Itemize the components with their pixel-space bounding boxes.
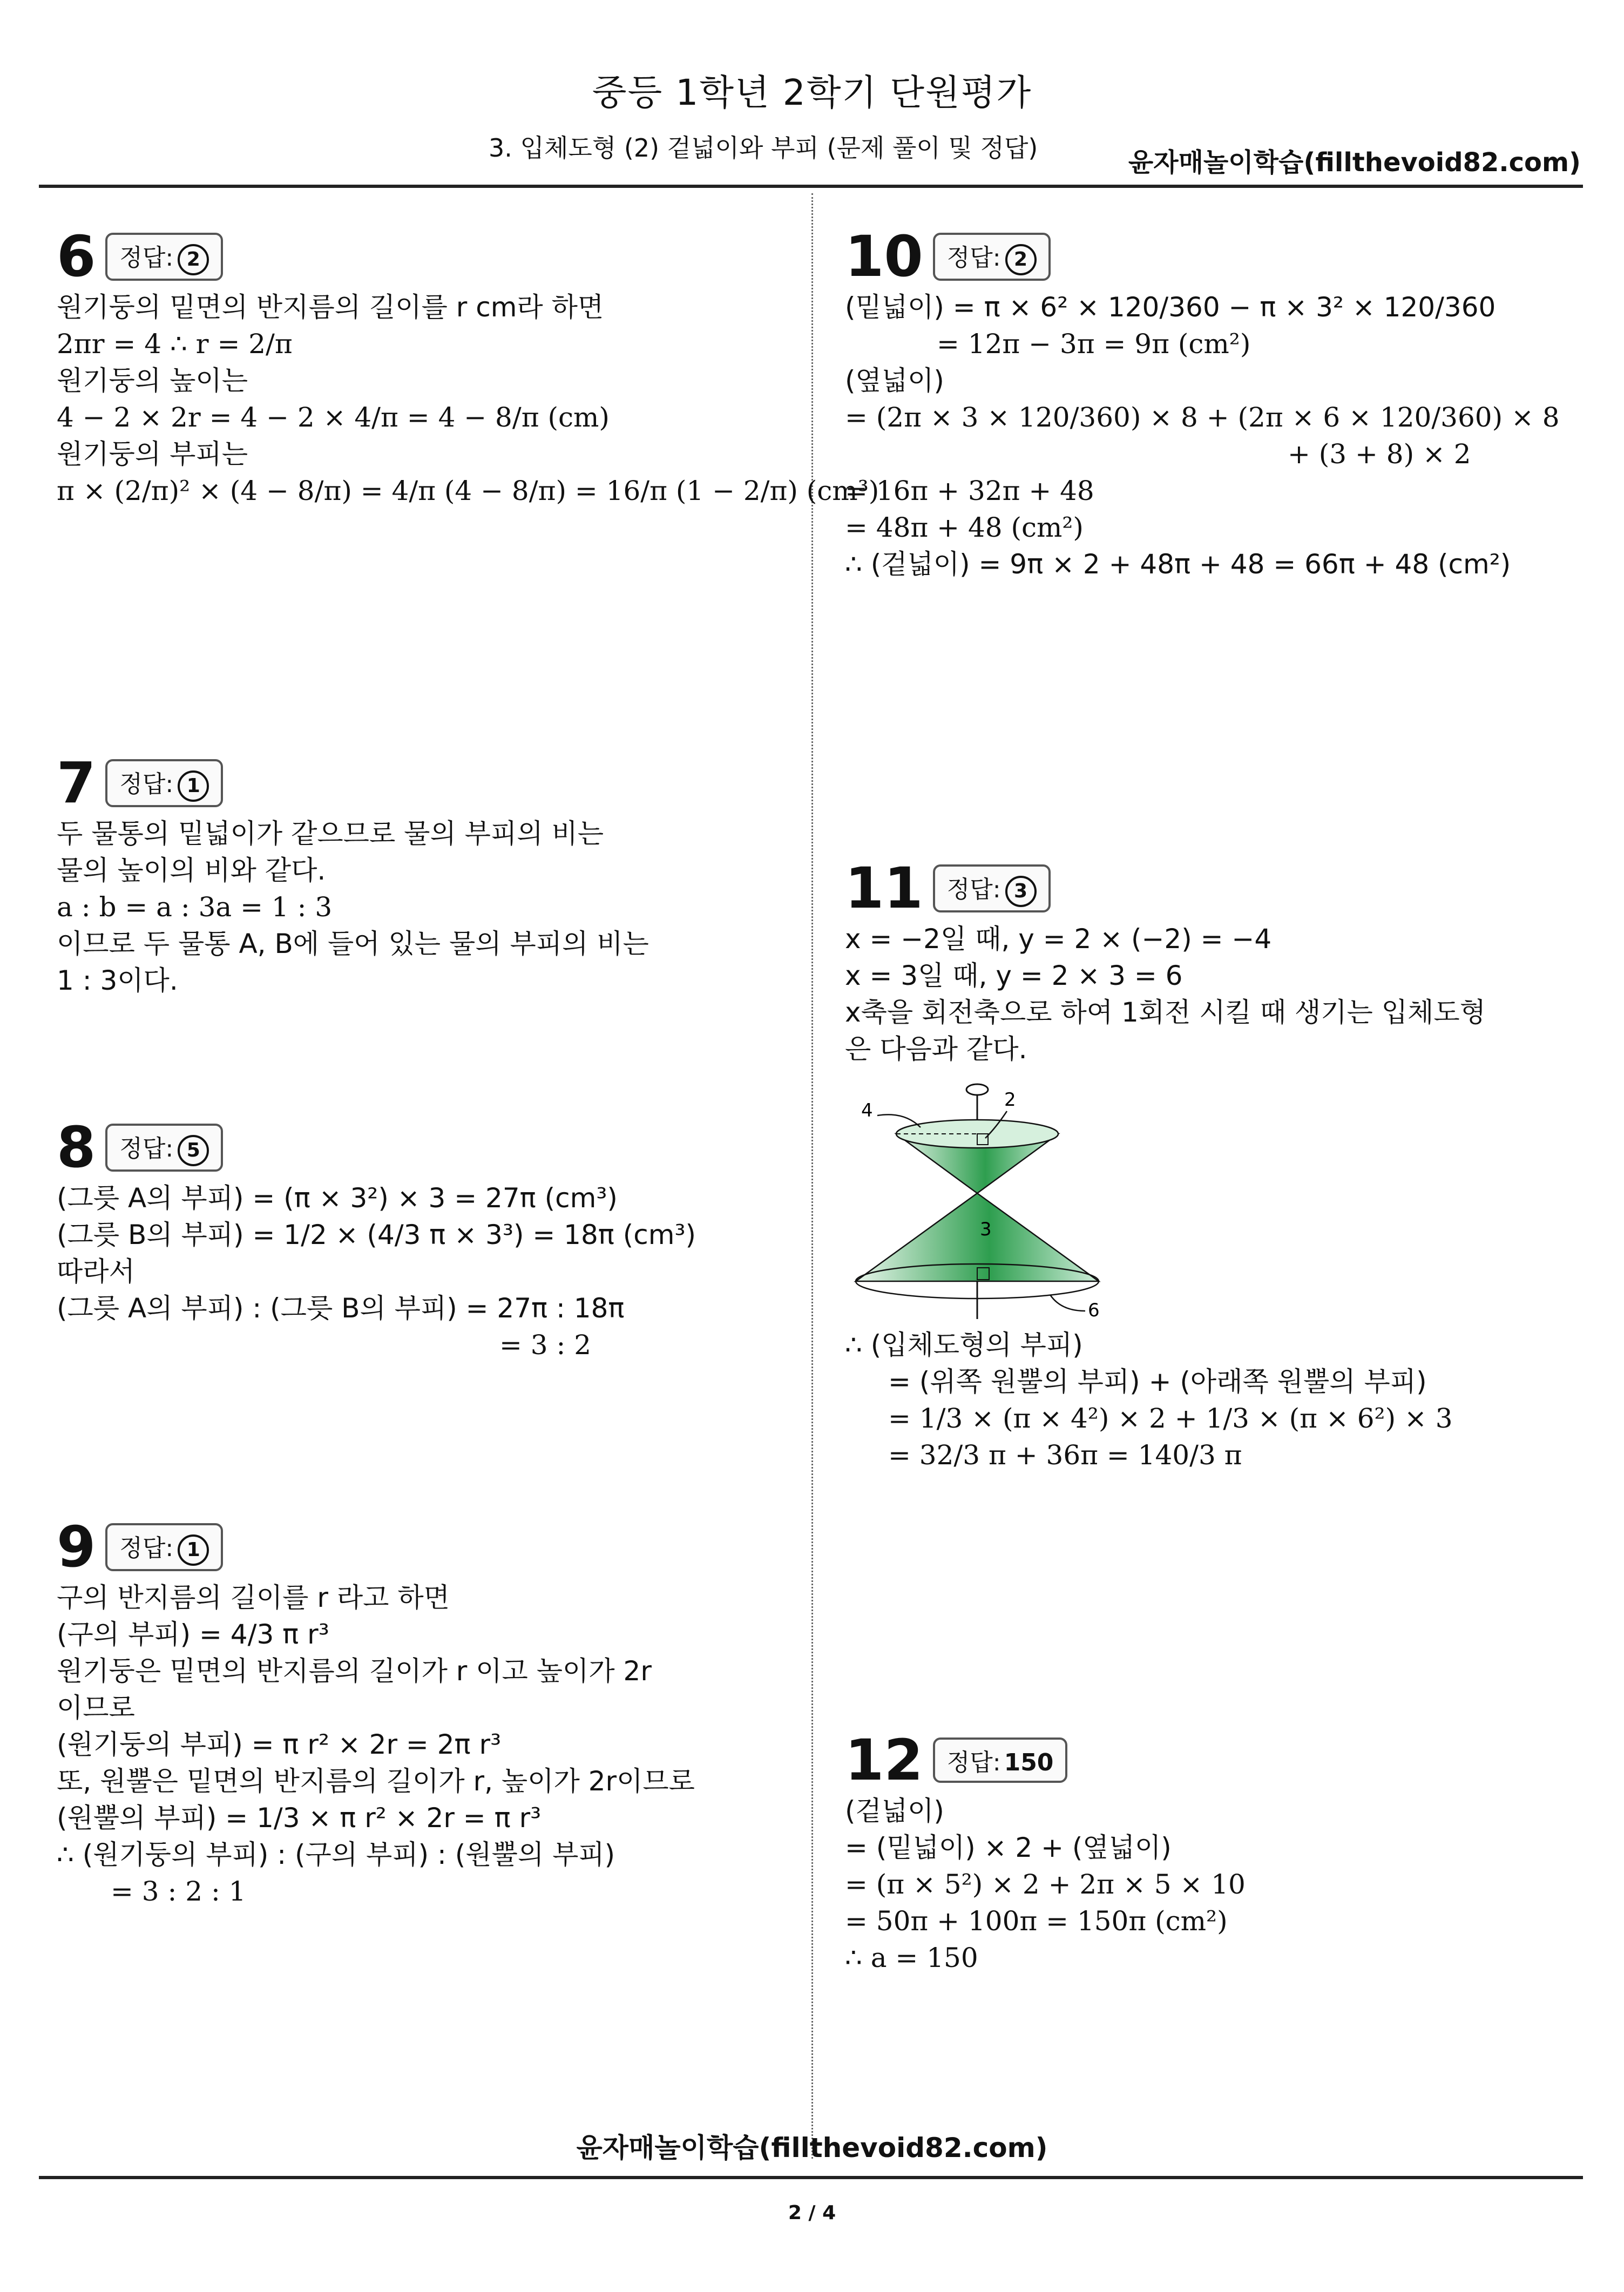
answer-label: 정답:	[946, 1749, 1001, 1776]
answer-badge	[105, 1124, 223, 1172]
solution-line: 구의 반지름의 길이를 r 라고 하면	[57, 1582, 450, 1613]
problem-number: 8	[57, 1114, 96, 1180]
solution-line: = (π × 5²) × 2 + 2π × 5 × 10	[845, 1869, 1246, 1900]
solution-line: (그릇 A의 부피) : (그릇 B의 부피) = 27π : 18π	[57, 1293, 625, 1324]
rotation-arrow-icon	[966, 1084, 988, 1095]
problem-10	[845, 224, 1590, 585]
solution-line: ∴ (원기둥의 부피) : (구의 부피) : (원뿔의 부피)	[57, 1839, 615, 1870]
answer-badge	[933, 864, 1051, 912]
solution-line: 원기둥의 밑면의 반지름의 길이를 r cm라 하면	[57, 292, 604, 323]
double-cone-figure	[850, 1073, 1104, 1322]
figure-label-bottom-height: 3	[980, 1219, 992, 1240]
solution-line: = 3 : 2	[499, 1329, 592, 1361]
problem-6	[57, 224, 879, 512]
solution-line: 물의 높이의 비와 같다.	[57, 855, 326, 886]
page-subtitle: 3. 입체도형 (2) 겉넓이와 부피 (문제 풀이 및 정답)	[489, 133, 1038, 163]
page-title: 중등 1학년 2학기 단원평가	[592, 72, 1032, 113]
solution-line: x = 3일 때, y = 2 × 3 = 6	[845, 960, 1183, 991]
solution-line: = 12π − 3π = 9π (cm²)	[937, 328, 1251, 360]
answer-badge	[933, 233, 1051, 281]
problem-11	[845, 855, 1590, 1476]
solution-line: 1 : 3이다.	[57, 965, 178, 996]
solution-line: 은 다음과 같다.	[845, 1033, 1027, 1065]
header-rule	[39, 185, 1583, 188]
page-number: 2 / 4	[788, 2202, 836, 2224]
problem-number: 12	[845, 1727, 923, 1793]
problem-number: 11	[845, 855, 923, 921]
solution-line: = 32/3 π + 36π = 140/3 π	[888, 1439, 1242, 1471]
solution-line: 이므로 두 물통 A, B에 들어 있는 물의 부피의 비는	[57, 928, 649, 959]
answer-value: 150	[1004, 1749, 1054, 1776]
solution-line: (밑넓이) = π × 6² × 120/360 − π × 3² × 120/360	[845, 292, 1496, 323]
answer-label: 정답:	[119, 770, 174, 798]
answer-label: 정답:	[946, 875, 1001, 903]
solution-line: 2πr = 4 ∴ r = 2/π	[57, 328, 293, 360]
solution-line: a : b = a : 3a = 1 : 3	[57, 891, 333, 923]
solution-line: = 3 : 2 : 1	[111, 1876, 246, 1907]
problem-number: 10	[845, 224, 923, 289]
solution-line: 이므로	[57, 1692, 135, 1723]
answer-label: 정답:	[946, 244, 1001, 272]
solution-line: (구의 부피) = 4/3 π r³	[57, 1619, 329, 1650]
figure-label-top-height: 2	[1004, 1089, 1016, 1111]
answer-label: 정답:	[119, 1534, 174, 1562]
solution-line: = (위쪽 원뿔의 부피) + (아래쪽 원뿔의 부피)	[888, 1366, 1427, 1397]
problem-7	[57, 750, 791, 1002]
solution-line: + (3 + 8) × 2	[1288, 438, 1471, 470]
solution-line: ∴ (겉넓이) = 9π × 2 + 48π + 48 = 66π + 48 (cm²)	[845, 549, 1511, 580]
solution-line: (원뿔의 부피) = 1/3 × π r² × 2r = π r³	[57, 1802, 542, 1834]
solution-line: x = −2일 때, y = 2 × (−2) = −4	[845, 923, 1272, 955]
solution-line: = 1/3 × (π × 4²) × 2 + 1/3 × (π × 6²) × 3	[888, 1403, 1453, 1434]
label-pointer	[1050, 1295, 1085, 1311]
footer-brand: 윤자매놀이학습(fillthevoid82.com)	[576, 2132, 1048, 2163]
answer-value: 1	[178, 770, 209, 802]
solution-line: (그릇 A의 부피) = (π × 3²) × 3 = 27π (cm³)	[57, 1182, 618, 1214]
footer-rule	[39, 2176, 1583, 2179]
solution-line: (그릇 B의 부피) = 1/2 × (4/3 π × 3³) = 18π (cm³)	[57, 1219, 696, 1250]
answer-label: 정답:	[119, 244, 174, 272]
header-brand: 윤자매놀이학습(fillthevoid82.com)	[1128, 147, 1581, 178]
solution-line: 또, 원뿔은 밑면의 반지름의 길이가 r, 높이가 2r이므로	[57, 1766, 695, 1797]
answer-value: 3	[1005, 876, 1037, 907]
answer-badge	[105, 1523, 223, 1571]
answer-value: 2	[1005, 244, 1037, 275]
answer-badge	[933, 1737, 1068, 1783]
solution-line: x축을 회전축으로 하여 1회전 시킬 때 생기는 입체도형	[845, 997, 1486, 1028]
solution-line: 따라서	[57, 1256, 135, 1287]
solution-line: 원기둥의 높이는	[57, 365, 248, 396]
solution-line: ∴ (입체도형의 부피)	[845, 1329, 1083, 1361]
problem-9	[57, 1514, 791, 1912]
figure-label-bottom-radius: 6	[1088, 1300, 1100, 1321]
answer-value: 5	[178, 1135, 209, 1166]
solution-line: 4 − 2 × 2r = 4 − 2 × 4/π = 4 − 8/π (cm)	[57, 402, 610, 433]
solution-line: = 16π + 32π + 48	[845, 475, 1094, 506]
solution-line: 원기둥은 밑면의 반지름의 길이가 r 이고 높이가 2r	[57, 1655, 652, 1687]
solution-line: 두 물통의 밑넓이가 같으므로 물의 부피의 비는	[57, 818, 604, 849]
problem-8	[57, 1114, 791, 1366]
solution-line: = 50π + 100π = 150π (cm²)	[845, 1905, 1228, 1937]
answer-value: 1	[178, 1534, 209, 1566]
solution-line: ∴ a = 150	[845, 1942, 978, 1973]
answer-badge	[105, 759, 223, 807]
solution-line: = 48π + 48 (cm²)	[845, 512, 1084, 543]
solution-line: (원기둥의 부피) = π r² × 2r = 2π r³	[57, 1729, 502, 1760]
solution-line: (옆넓이)	[845, 365, 944, 396]
figure-label-top-radius: 4	[861, 1100, 873, 1121]
solution-line: (겉넓이)	[845, 1795, 944, 1827]
answer-value: 2	[178, 244, 209, 275]
solution-line: = (밑넓이) × 2 + (옆넓이)	[845, 1832, 1172, 1863]
problem-number: 9	[57, 1514, 96, 1580]
solution-line: 원기둥의 부피는	[57, 438, 248, 470]
answer-label: 정답:	[119, 1134, 174, 1162]
solution-line: π × (2/π)² × (4 − 8/π) = 4/π (4 − 8/π) = 16/π (1 − 2/π) (cm³)	[57, 475, 879, 506]
solution-line: = (2π × 3 × 120/360) × 8 + (2π × 6 × 120/360) × 8	[845, 402, 1560, 433]
problem-number: 7	[57, 750, 96, 816]
problem-number: 6	[57, 224, 96, 289]
answer-badge	[105, 233, 223, 281]
problem-12	[845, 1727, 1590, 1979]
